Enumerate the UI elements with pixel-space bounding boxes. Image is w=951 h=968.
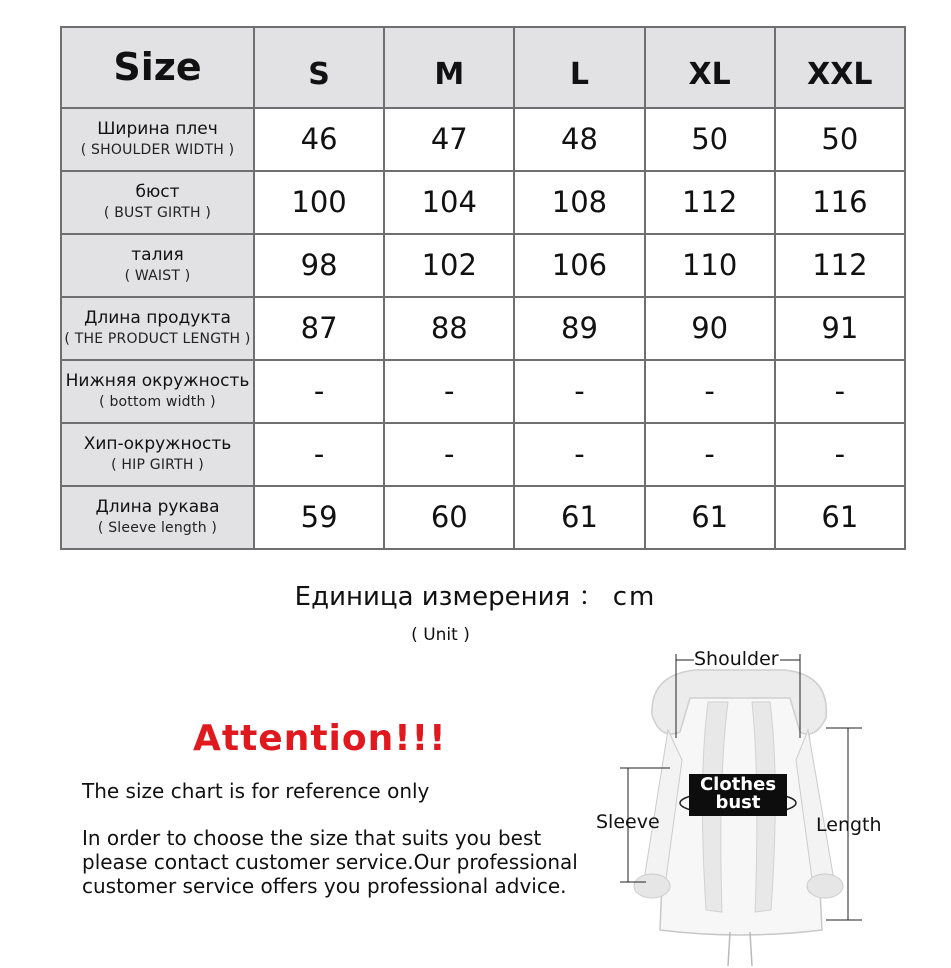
header-size-s: S	[254, 27, 384, 108]
table-cell: 88	[384, 297, 514, 360]
table-cell: 104	[384, 171, 514, 234]
table-row-waist	[61, 234, 905, 297]
table-cell: 98	[254, 234, 384, 297]
table-cell: -	[384, 423, 514, 486]
table-cell: 87	[254, 297, 384, 360]
reference-note: The size chart is for reference only	[82, 779, 430, 803]
table-row-shoulder-width	[61, 108, 905, 171]
table-cell: 100	[254, 171, 384, 234]
row-label: талия ( WAIST )	[61, 234, 254, 297]
table-cell: 60	[384, 486, 514, 549]
bust-label-line2: bust	[715, 792, 761, 813]
header-size-xl: XL	[645, 27, 775, 108]
table-cell: 90	[645, 297, 775, 360]
table-cell: 48	[514, 108, 644, 171]
sleeve-label: Sleeve	[596, 811, 660, 833]
size-title: Size	[113, 45, 202, 90]
table-cell: -	[514, 423, 644, 486]
cuff-left	[634, 874, 670, 898]
table-cell: 112	[645, 171, 775, 234]
table-cell: -	[775, 360, 905, 423]
bust-label-box	[689, 774, 787, 816]
table-row-sleeve-length	[61, 486, 905, 549]
table-cell: -	[645, 360, 775, 423]
advice-line: In order to choose the size that suits you best	[82, 826, 542, 850]
unit-value: cm	[612, 582, 657, 612]
table-cell: 110	[645, 234, 775, 297]
table-row-bottom-width	[61, 360, 905, 423]
unit-label-en: ( Unit )	[411, 625, 470, 645]
table-cell: -	[384, 360, 514, 423]
row-label: бюст ( BUST GIRTH )	[61, 171, 254, 234]
attention-title: Attention!!!	[193, 718, 447, 759]
unit-label: Единица измерения	[294, 582, 571, 612]
table-cell: 50	[645, 108, 775, 171]
row-label: Нижняя окружность ( bottom width )	[61, 360, 254, 423]
table-cell: 116	[775, 171, 905, 234]
row-label: Длина рукава ( Sleeve length )	[61, 486, 254, 549]
table-cell: 108	[514, 171, 644, 234]
table-cell: 50	[775, 108, 905, 171]
advice-line: customer service offers you professional advice.	[82, 874, 567, 898]
table-cell: 46	[254, 108, 384, 171]
header-size-m: M	[384, 27, 514, 108]
row-label: Длина продукта ( THE PRODUCT LENGTH )	[61, 297, 254, 360]
unit-line	[0, 576, 951, 613]
header-size-xxl: XXL	[775, 27, 905, 108]
table-cell: -	[254, 423, 384, 486]
hem-string-left	[728, 932, 730, 966]
table-row-product-length	[61, 297, 905, 360]
table-cell: -	[645, 423, 775, 486]
length-label: Length	[816, 814, 882, 836]
table-cell: -	[514, 360, 644, 423]
unit-separator: ：	[578, 582, 605, 612]
table-cell: 61	[775, 486, 905, 549]
row-label: Хип-окружность ( HIP GIRTH )	[61, 423, 254, 486]
table-cell: 106	[514, 234, 644, 297]
shoulder-label: Shoulder	[694, 648, 779, 670]
size-chart-table	[60, 26, 906, 550]
table-cell: 91	[775, 297, 905, 360]
header-size-l: L	[514, 27, 644, 108]
advice-text	[82, 826, 578, 898]
table-cell: 47	[384, 108, 514, 171]
table-cell: 102	[384, 234, 514, 297]
advice-line: please contact customer service.Our professional	[82, 850, 578, 874]
table-cell: 61	[645, 486, 775, 549]
measurement-diagram	[590, 640, 890, 968]
table-cell: -	[254, 360, 384, 423]
cuff-right	[807, 874, 843, 898]
bust-label-line1: Clothes	[699, 774, 777, 795]
table-cell: -	[775, 423, 905, 486]
table-cell: 59	[254, 486, 384, 549]
table-cell: 89	[514, 297, 644, 360]
table-row-hip-girth	[61, 423, 905, 486]
table-cell: 61	[514, 486, 644, 549]
table-header-row	[61, 27, 905, 108]
row-label: Ширина плеч ( SHOULDER WIDTH )	[61, 108, 254, 171]
hem-string-right	[750, 932, 752, 966]
table-cell: 112	[775, 234, 905, 297]
table-row-bust-girth	[61, 171, 905, 234]
header-corner-cell	[61, 27, 254, 108]
